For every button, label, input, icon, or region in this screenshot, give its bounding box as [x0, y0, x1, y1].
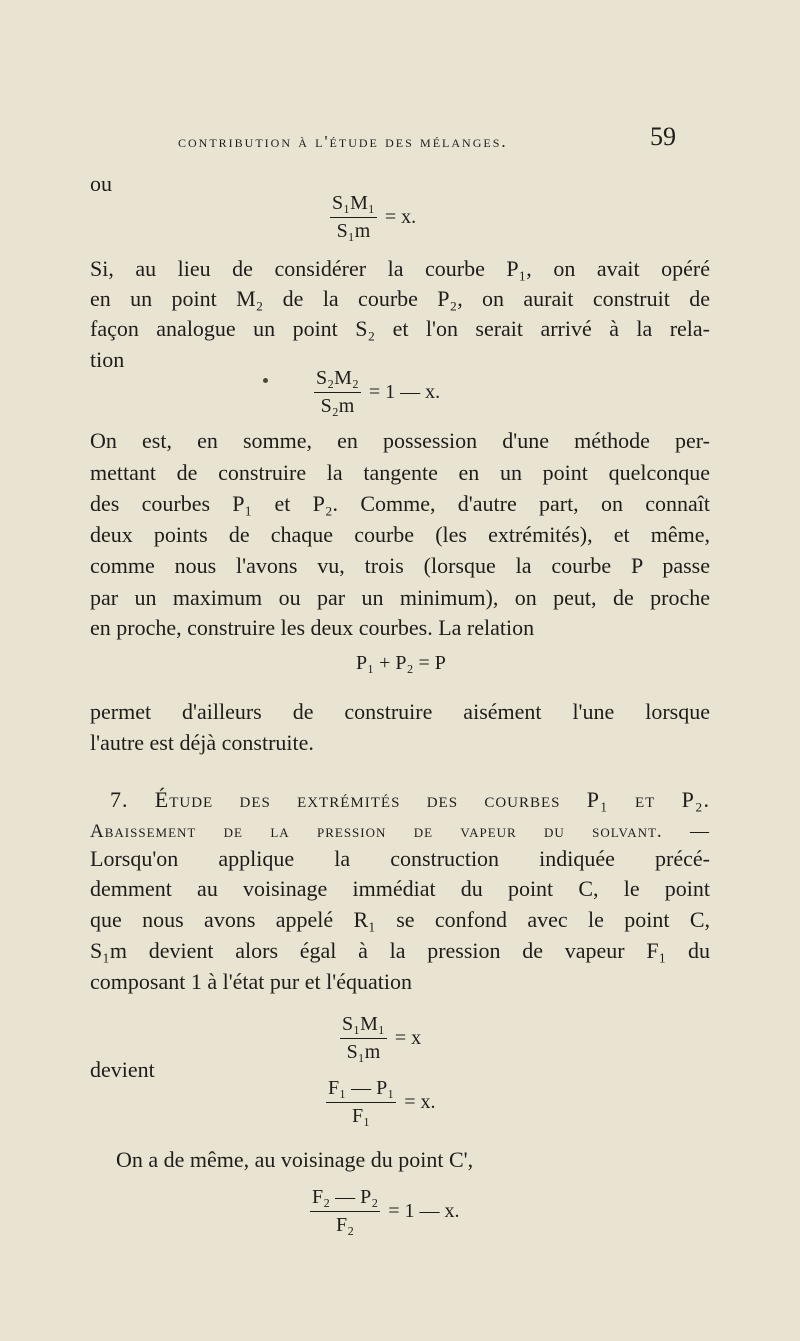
- text-line: ou: [90, 171, 112, 196]
- text-line: que nous avons appelé R₁ se confond avec le point C,: [90, 907, 710, 932]
- text-line: par un maximum ou par un minimum), on peut, de proche: [90, 585, 710, 610]
- denominator: F₂: [336, 1214, 355, 1236]
- numerator: F₁ — P₁: [326, 1077, 396, 1103]
- text-line: devient: [90, 1057, 155, 1082]
- numerator: S₂M₂: [314, 367, 361, 393]
- section-heading: 7. Étude des extrémités des courbes P₁ et P₂.: [110, 787, 710, 812]
- text-line: en proche, construire les deux courbes. La relation: [90, 615, 535, 640]
- numerator: S₁M₁: [340, 1013, 387, 1039]
- text-line: permet d'ailleurs de construire aisément l'une lorsque: [90, 699, 710, 724]
- text-line: composant 1 à l'état pur et l'équation: [90, 969, 412, 994]
- numerator: S₁M₁: [330, 192, 377, 218]
- text-line: On est, en somme, en possession d'une méthode per-: [90, 428, 710, 453]
- denominator: S₁m: [336, 220, 371, 242]
- section-subheading: Abaissement de la pression de vapeur du solvant. —: [90, 821, 710, 842]
- equation-3: P₁ + P₂ = P: [356, 652, 446, 674]
- equation-5: [326, 1077, 435, 1128]
- text-line: façon analogue un point S₂ et l'on serait arrivé à la rela-: [90, 316, 710, 341]
- text-line: tion: [90, 347, 125, 372]
- denominator: F₁: [352, 1105, 371, 1127]
- text-line: deux points de chaque courbe (les extrémités), et même,: [90, 522, 710, 547]
- text-line: Lorsqu'on applique la construction indiquée précé-: [90, 846, 710, 871]
- right-hand-side: = 1 — x.: [368, 381, 441, 403]
- equation-1: [330, 192, 416, 243]
- denominator: S₂m: [320, 395, 355, 417]
- text-line: Si, au lieu de considérer la courbe P₁, on avait opéré: [90, 256, 710, 281]
- text-line: des courbes P₁ et P₂. Comme, d'autre part, on connaît: [90, 491, 710, 516]
- text-line: comme nous l'avons vu, trois (lorsque la courbe P passe: [90, 553, 710, 578]
- page-number: 59: [650, 122, 676, 151]
- page-header: [0, 122, 800, 158]
- right-hand-side: = x: [394, 1027, 422, 1049]
- running-title: contribution à l'étude des mélanges.: [178, 132, 508, 151]
- equation-6: [310, 1186, 459, 1237]
- ink-dot: [263, 378, 268, 383]
- denominator: S₁m: [346, 1041, 381, 1063]
- right-hand-side: = 1 — x.: [388, 1200, 460, 1222]
- text-line: S₁m devient alors égal à la pression de vapeur F₁ du: [90, 938, 710, 963]
- text-line: On a de même, au voisinage du point C',: [116, 1147, 474, 1172]
- text-line: l'autre est déjà construite.: [90, 730, 314, 755]
- text-line: en un point M₂ de la courbe P₂, on aurait construit de: [90, 286, 710, 311]
- numerator: F₂ — P₂: [310, 1186, 380, 1212]
- text-line: demment au voisinage immédiat du point C, le point: [90, 876, 710, 901]
- right-hand-side: = x.: [404, 1091, 436, 1113]
- equation-2: [314, 367, 440, 418]
- text-line: mettant de construire la tangente en un point quelconque: [90, 460, 710, 485]
- right-hand-side: = x.: [384, 206, 417, 228]
